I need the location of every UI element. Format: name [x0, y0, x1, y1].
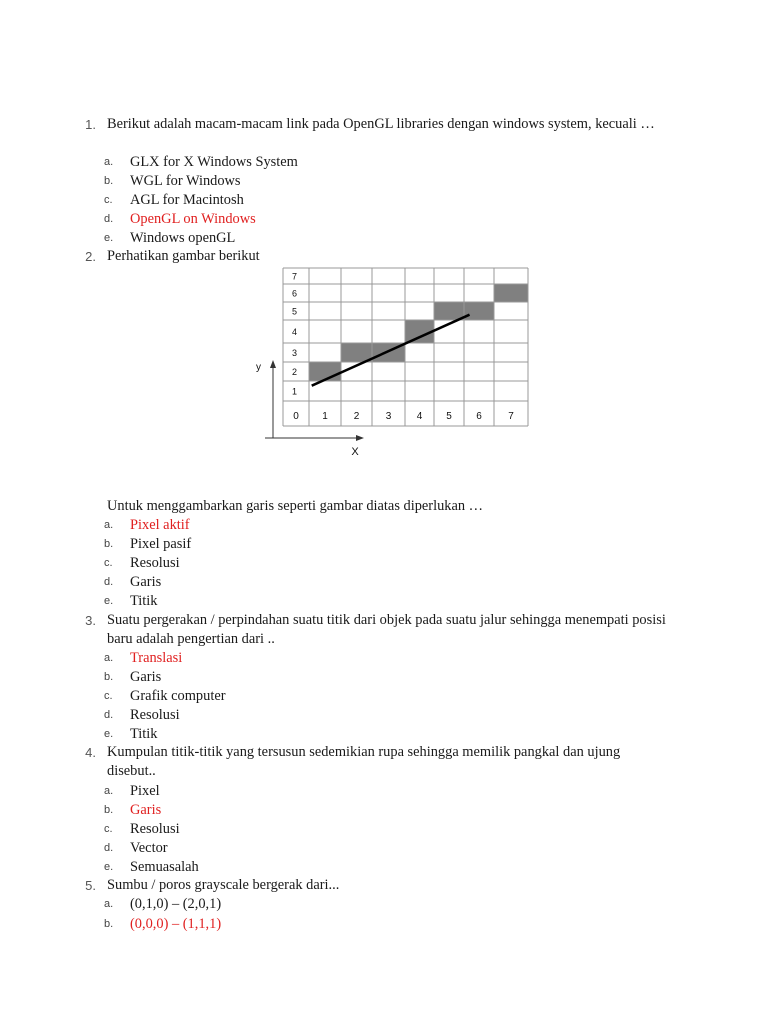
x-tick-label: 2	[353, 411, 360, 422]
filled-pixel	[341, 343, 372, 362]
option	[0, 801, 768, 820]
question-number: 1.	[85, 117, 96, 132]
question-text: Perhatikan gambar berikut	[107, 248, 260, 264]
option-letter: d.	[104, 213, 114, 225]
option	[0, 895, 768, 914]
x-tick-label: 5	[446, 411, 452, 422]
option	[0, 592, 768, 611]
question-text: Sumbu / poros grayscale bergerak dari...	[107, 877, 340, 893]
option	[0, 573, 768, 592]
option-letter: e.	[104, 728, 114, 740]
option-text: Garis	[130, 574, 162, 590]
option	[0, 172, 768, 191]
option-letter: c.	[104, 690, 113, 702]
question-number: 5.	[85, 878, 96, 893]
option-text: Resolusi	[130, 707, 180, 723]
option-text: Garis	[130, 669, 162, 685]
question-number: 3.	[85, 613, 96, 628]
option-text: Semuasalah	[130, 859, 199, 875]
filled-pixel	[309, 362, 341, 381]
y-tick-label: 4	[292, 327, 298, 337]
option-letter: b.	[104, 538, 114, 550]
option	[0, 820, 768, 839]
option	[0, 516, 768, 535]
option-letter: d.	[104, 842, 114, 854]
option-text: Titik	[130, 726, 158, 742]
y-axis-arrow	[270, 360, 276, 368]
y-axis-label: y	[256, 362, 261, 373]
option-letter: d.	[104, 709, 114, 721]
option-letter: b.	[104, 804, 114, 816]
option-text: Titik	[130, 593, 158, 609]
option-letter: c.	[104, 194, 113, 206]
option-letter: c.	[104, 557, 113, 569]
question-text: Suatu pergerakan / perpindahan suatu titik dari objek pada suatu jalur sehingga menempati posisi baru adalah pengertian dari ..	[107, 612, 666, 647]
y-tick-label: 2	[292, 367, 298, 377]
y-tick-label: 7	[292, 271, 298, 282]
option-letter: a.	[104, 652, 114, 664]
option	[0, 725, 768, 744]
option-text: GLX for X Windows System	[130, 154, 298, 170]
option-text: Resolusi	[130, 555, 180, 571]
x-tick-label: 1	[322, 411, 328, 422]
question-text: Kumpulan titik-titik yang tersusun sedemikian rupa sehingga memilik pangkal dan ujung disebut..	[107, 744, 621, 779]
x-tick-label: 6	[476, 411, 482, 422]
question-continuation: Untuk menggambarkan garis seperti gambar diatas diperlukan …	[107, 498, 484, 514]
option	[0, 915, 768, 934]
option	[0, 535, 768, 554]
option-letter: a.	[104, 519, 114, 531]
filled-pixel	[494, 284, 528, 302]
y-tick-label: 6	[292, 288, 298, 299]
x-axis-arrow	[356, 435, 364, 441]
option	[0, 706, 768, 725]
option	[0, 210, 768, 229]
question-number: 2.	[85, 249, 96, 264]
filled-pixel	[434, 302, 464, 320]
option	[0, 649, 768, 668]
question-text: Berikut adalah macam-macam link pada OpenGL libraries dengan windows system, kecuali …	[107, 116, 655, 132]
option-letter: a.	[104, 156, 114, 168]
option-letter: b.	[104, 671, 114, 683]
x-tick-label: 7	[508, 411, 514, 422]
option	[0, 554, 768, 573]
option-text: Pixel pasif	[130, 536, 192, 552]
question-number: 4.	[85, 745, 96, 760]
option-text: Pixel	[130, 783, 160, 799]
option-letter: a.	[104, 898, 114, 910]
option-text: Resolusi	[130, 821, 180, 837]
x-axis-label: X	[351, 446, 359, 458]
pixel-grid-figure	[252, 264, 532, 460]
option-letter: e.	[104, 232, 114, 244]
option-text: Windows openGL	[130, 230, 236, 246]
option-letter: c.	[104, 823, 113, 835]
option-letter: e.	[104, 861, 114, 873]
option	[0, 191, 768, 210]
option-text: AGL for Macintosh	[130, 192, 244, 208]
option-text: WGL for Windows	[130, 173, 241, 189]
option-text: Pixel aktif	[130, 517, 190, 533]
option	[0, 687, 768, 706]
pixel-grid-svg	[252, 264, 532, 460]
option-text: (0,0,0) – (1,1,1)	[130, 916, 222, 932]
option-text: Garis	[130, 802, 162, 818]
option-text: (0,1,0) – (2,0,1)	[130, 896, 222, 912]
x-tick-label: 3	[385, 411, 392, 422]
y-tick-label: 1	[292, 386, 298, 397]
option-text: Grafik computer	[130, 688, 226, 704]
option-letter: d.	[104, 576, 114, 588]
x-tick-label: 4	[416, 411, 423, 422]
option-text: Translasi	[130, 650, 183, 666]
option	[0, 839, 768, 858]
option	[0, 153, 768, 172]
y-tick-label: 5	[292, 306, 298, 317]
option-letter: a.	[104, 785, 114, 797]
option-letter: b.	[104, 918, 114, 930]
option-text: OpenGL on Windows	[130, 211, 256, 227]
option	[0, 668, 768, 687]
option	[0, 858, 768, 877]
option	[0, 229, 768, 248]
option	[0, 782, 768, 801]
y-tick-label: 3	[292, 348, 298, 358]
x-tick-label: 0	[293, 411, 299, 422]
raster-line	[312, 315, 470, 386]
option-letter: e.	[104, 595, 114, 607]
option-text: Vector	[130, 840, 168, 856]
option-letter: b.	[104, 175, 114, 187]
filled-pixel	[464, 302, 494, 320]
